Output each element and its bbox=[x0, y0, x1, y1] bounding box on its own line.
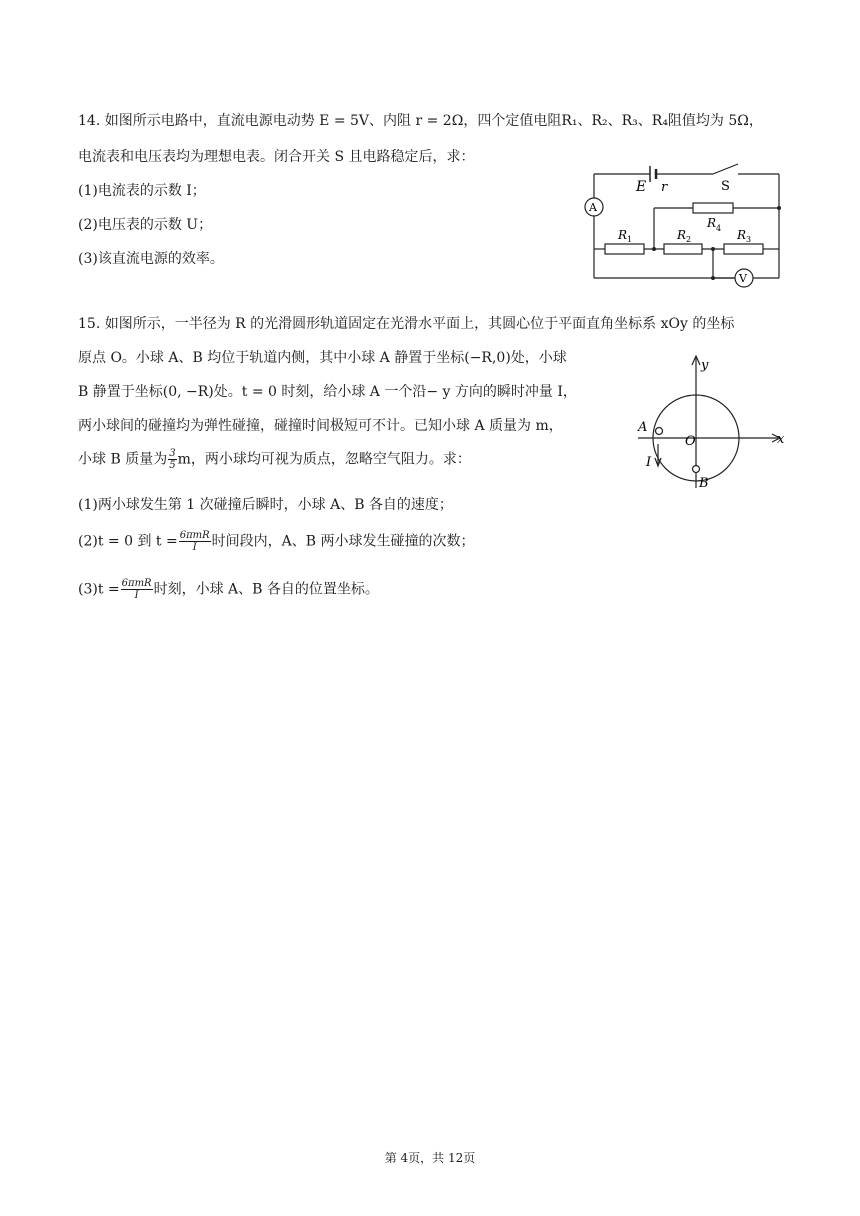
page-footer: 第 4页，共 12页 bbox=[384, 1151, 476, 1165]
q15-line5-post: m，两小球均可视为质点，忽略空气阻力。求： bbox=[177, 451, 471, 468]
q15-line2: 原点 O。小球 A、B 均位于轨道内侧，其中小球 A 静置于坐标(−R,0)处，小球 bbox=[78, 350, 567, 366]
label-R3: R bbox=[737, 228, 747, 242]
fraction-numerator: 3 bbox=[169, 448, 176, 459]
axis-x-label: x bbox=[777, 432, 785, 447]
q15-sub1: (1)两小球发生第 1 次碰撞后瞬时，小球 A、B 各自的速度； bbox=[78, 497, 453, 513]
label-S: S bbox=[721, 179, 730, 194]
impulse-label: I bbox=[646, 455, 652, 470]
label-r: r bbox=[661, 180, 668, 195]
fraction-numerator: 6πmR bbox=[179, 530, 210, 541]
voltmeter-label: V bbox=[739, 272, 747, 285]
q15-sub3-post: 时刻，小球 A、B 各自的位置坐标。 bbox=[153, 581, 379, 598]
fraction-denominator: I bbox=[134, 590, 139, 601]
label-R4: R bbox=[707, 216, 717, 230]
ammeter-label: A bbox=[589, 201, 597, 214]
fraction-denominator: 5 bbox=[169, 460, 176, 471]
q14-sub2: (2)电压表的示数 U； bbox=[78, 217, 213, 233]
origin-label: O bbox=[685, 434, 696, 449]
q15-line3: B 静置于坐标(0, −R)处。t = 0 时刻，给小球 A 一个沿− y 方向的瞬时冲量 I， bbox=[78, 384, 577, 400]
q15-sub3-pre: (3)t = bbox=[78, 581, 120, 598]
q14-sub1: (1)电流表的示数 I； bbox=[78, 183, 206, 199]
fraction-numerator: 6πmR bbox=[121, 578, 152, 589]
label-R1: R bbox=[618, 228, 628, 242]
fraction-3-5 bbox=[168, 448, 176, 471]
q15-sub2 bbox=[78, 530, 475, 553]
q15-sub3 bbox=[78, 578, 379, 601]
fraction-denominator: I bbox=[192, 542, 197, 553]
label-R1-sub: 1 bbox=[627, 235, 633, 244]
q15-sub2-post: 时间段内，A、B 两小球发生碰撞的次数； bbox=[211, 533, 475, 550]
q14-line1: 14. 如图所示电路中，直流电源电动势 E = 5V、内阻 r = 2Ω，四个定值电阻R₁、R₂、R₃、R₄阻值均为 5Ω， bbox=[78, 113, 763, 129]
circular-track-diagram bbox=[630, 352, 790, 497]
fraction-6pimR-I bbox=[179, 530, 211, 553]
ball-B-label: B bbox=[699, 476, 709, 491]
fraction-6pimR-I bbox=[121, 578, 153, 601]
q15-sub2-pre: (2)t = 0 到 t = bbox=[78, 533, 178, 550]
label-R2-sub: 2 bbox=[686, 235, 692, 244]
ball-A-label: A bbox=[638, 420, 648, 435]
q14-line2: 电流表和电压表均为理想电表。闭合开关 S 且电路稳定后，求： bbox=[78, 149, 475, 165]
q14-sub3: (3)该直流电源的效率。 bbox=[78, 251, 224, 267]
q15-line4: 两小球间的碰撞均为弹性碰撞，碰撞时间极短可不计。已知小球 A 质量为 m， bbox=[78, 418, 563, 434]
label-R2: R bbox=[677, 228, 687, 242]
q15-line5-pre: 小球 B 质量为 bbox=[78, 451, 168, 468]
q15-line1: 15. 如图所示，一半径为 R 的光滑圆形轨道固定在光滑水平面上，其圆心位于平面直角坐标系 xOy 的坐标 bbox=[78, 316, 735, 332]
circuit-diagram bbox=[578, 160, 790, 292]
label-E: E bbox=[636, 179, 647, 195]
q15-line5 bbox=[78, 448, 471, 471]
axis-y-label: y bbox=[701, 358, 709, 373]
label-R3-sub: 3 bbox=[746, 235, 752, 244]
label-R4-sub: 4 bbox=[716, 224, 722, 233]
